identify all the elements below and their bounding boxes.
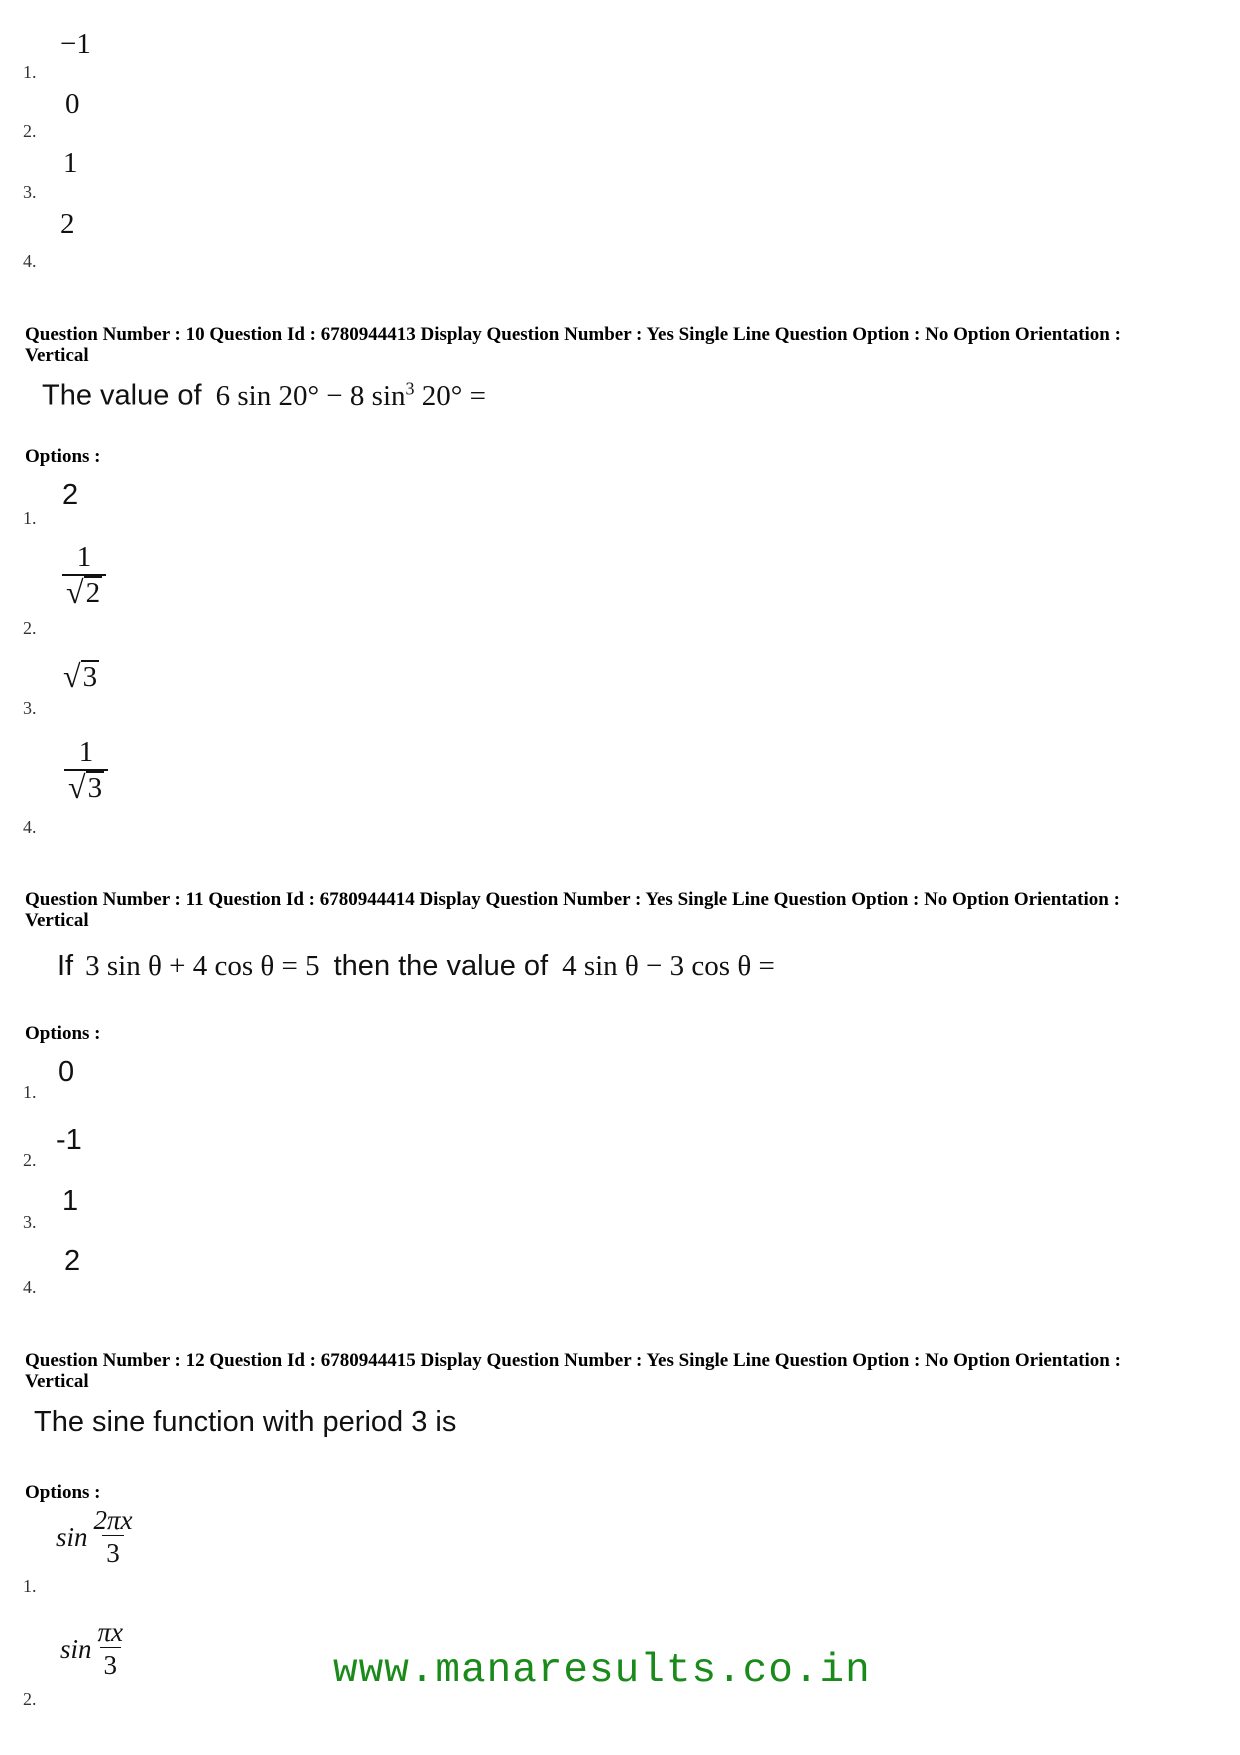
top-option-3-value: 1: [63, 147, 78, 179]
q10-option-2-numerator: 1: [76, 541, 92, 573]
q12-option-1-denominator: 3: [102, 1535, 124, 1570]
q11-option-4-number: 4.: [23, 1277, 37, 1297]
watermark-url[interactable]: www.manaresults.co.in: [333, 1648, 871, 1694]
q11-option-1-number: 1.: [23, 1082, 37, 1102]
q10-option-3-number: 3.: [23, 698, 37, 718]
top-option-4-value: 2: [60, 208, 75, 240]
q10-option-1-value: 2: [62, 479, 79, 511]
q11-meta: Question Number : 11 Question Id : 6780944414 Display Question Number : Yes Single Line Question Option : No Option Orientation : Vertical: [25, 889, 1120, 931]
q11-options-label: Options :: [25, 1023, 101, 1044]
q11-option-3-number: 3.: [23, 1212, 37, 1232]
q11-then-text: then the value of: [333, 950, 549, 982]
q10-option-4-radicand: 3: [87, 772, 103, 804]
q12-option-1-numerator: 2πx: [93, 1505, 133, 1535]
q11-expression-1: 3 sin θ + 4 cos θ = 5: [85, 950, 320, 982]
q10-option-2-radicand: 2: [85, 577, 101, 609]
q10-option-4-numerator: 1: [78, 736, 94, 768]
q10-expr-b: 20° =: [414, 379, 486, 412]
q12-option-2-numerator: πx: [97, 1617, 124, 1647]
q12-option-2-fn: sin: [60, 1634, 92, 1664]
q11-option-2-number: 2.: [23, 1150, 37, 1170]
q11-expression-2: 4 sin θ − 3 cos θ =: [562, 950, 775, 982]
q11-option-1-value: 0: [58, 1056, 75, 1088]
q12-option-2-number: 2.: [23, 1689, 37, 1709]
q10-options-label: Options :: [25, 446, 101, 467]
q10-question: [42, 378, 486, 413]
q10-expr-sup: 3: [405, 378, 415, 398]
q10-prefix: The value of: [42, 379, 202, 412]
q10-option-3-radicand: 3: [82, 661, 98, 693]
q10-option-1-number: 1.: [23, 508, 37, 528]
q12-options-label: Options :: [25, 1482, 101, 1503]
q12-option-1-value: [56, 1505, 137, 1570]
top-option-1-number: 1.: [23, 62, 37, 82]
q11-option-4-value: 2: [64, 1245, 81, 1277]
q10-option-4-number: 4.: [23, 817, 37, 837]
q12-option-1-number: 1.: [23, 1576, 37, 1596]
q10-expr-a: 6 sin 20° − 8 sin: [215, 379, 406, 412]
q10-option-2-value: 1 √ 2: [62, 540, 106, 612]
q10-meta: Question Number : 10 Question Id : 6780944413 Display Question Number : Yes Single Line Question Option : No Option Orientation : Vertical: [25, 324, 1121, 366]
q10-option-4-value: 1 √ 3: [64, 735, 108, 807]
top-option-2-number: 2.: [23, 121, 37, 141]
q10-option-2-number: 2.: [23, 618, 37, 638]
q12-question: The sine function with period 3 is: [34, 1406, 457, 1438]
q10-option-3-value: √ 3: [63, 658, 98, 694]
top-option-1-value: −1: [60, 28, 91, 60]
q12-option-1-fn: sin: [56, 1522, 88, 1552]
top-option-4-number: 4.: [23, 251, 37, 271]
q12-meta: Question Number : 12 Question Id : 6780944415 Display Question Number : Yes Single Line Question Option : No Option Orientation : Vertical: [25, 1350, 1121, 1392]
q11-if-word: If: [57, 950, 74, 982]
q12-option-2-value: [60, 1617, 127, 1682]
q11-option-3-value: 1: [62, 1185, 79, 1217]
top-option-3-number: 3.: [23, 182, 37, 202]
q11-option-2-value: -1: [56, 1124, 82, 1156]
q11-question: [57, 950, 775, 983]
top-option-2-value: 0: [65, 88, 80, 120]
q12-option-2-denominator: 3: [100, 1647, 122, 1682]
q10-expression: [216, 380, 486, 412]
